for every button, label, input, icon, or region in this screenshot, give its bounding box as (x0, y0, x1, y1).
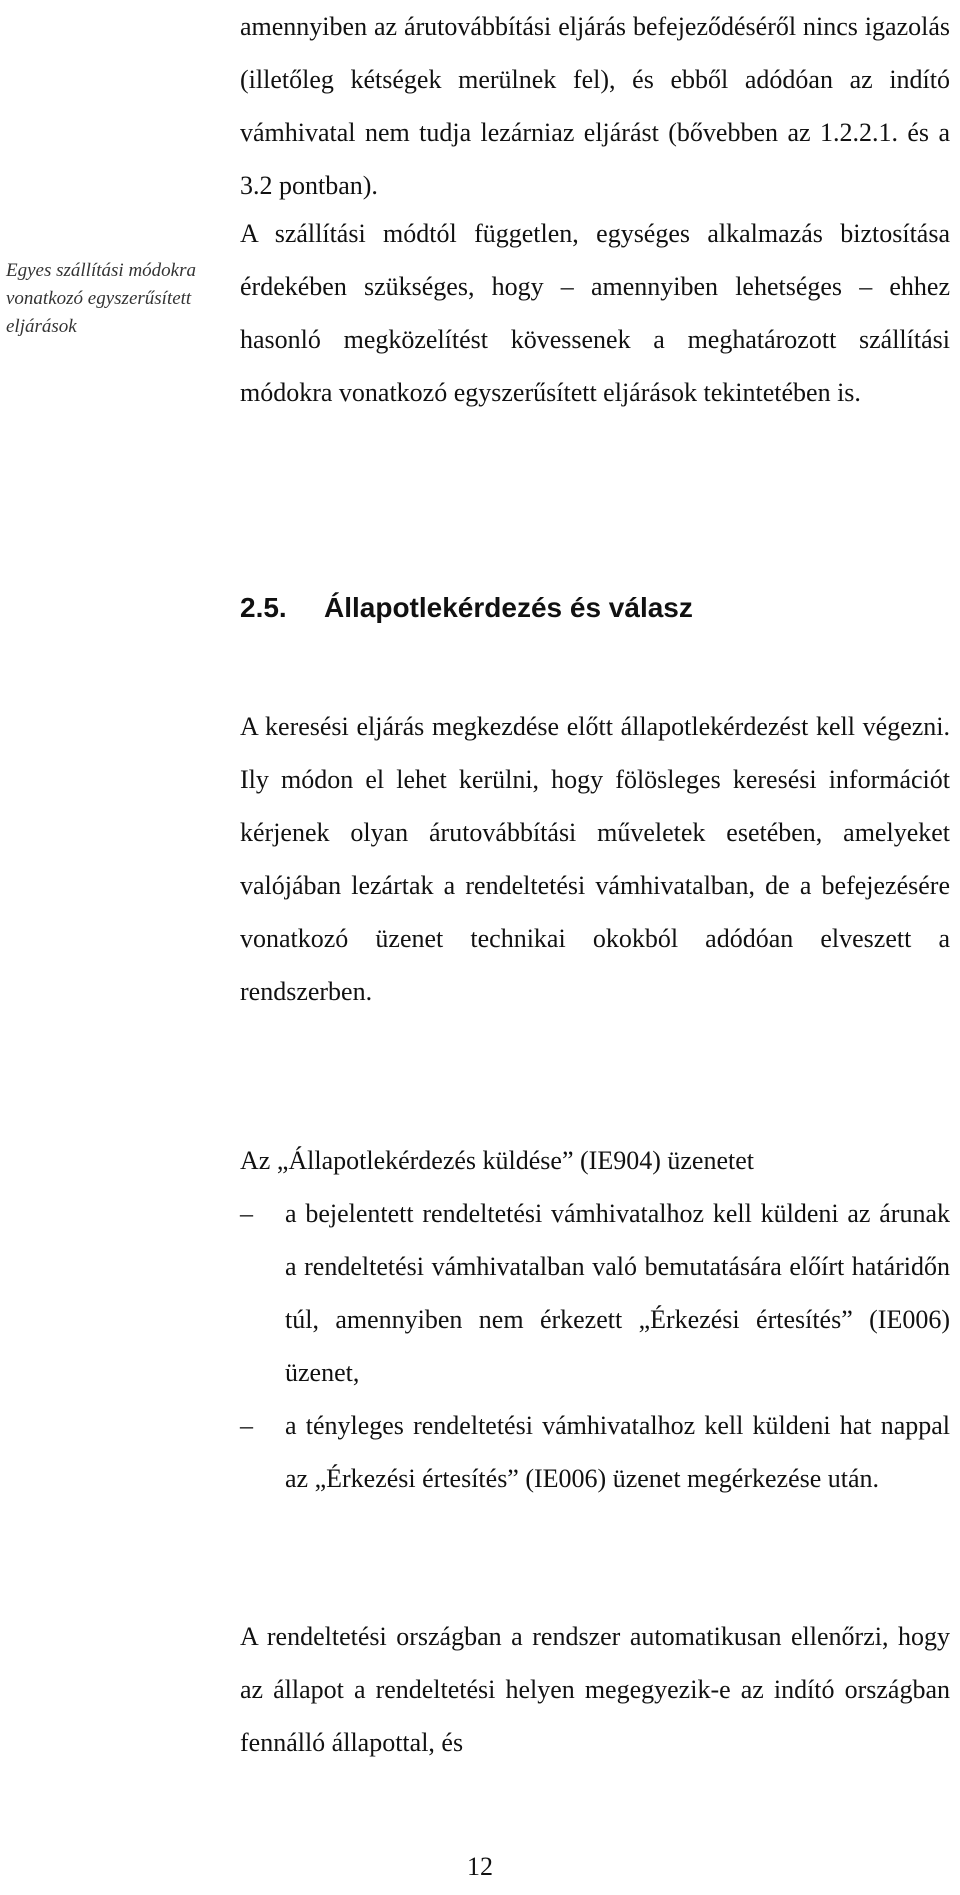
list-item-text: a bejelentett rendeltetési vámhivatalhoz kell küldeni az árunak a rendeltetési vámhivatalban való bemutatására előírt határidőn túl, amennyiben nem érkezett „Érkezési értesítés” (IE006) üzenet, (285, 1199, 950, 1387)
section-number: 2.5. (240, 592, 287, 623)
final-paragraph: A rendeltetési országban a rendszer automatikusan ellenőrzi, hogy az állapot a rendeltetési helyen megegyezik-e az indító országban fennálló állapottal, és (240, 1622, 950, 1757)
dash-marker: – (240, 1199, 253, 1228)
dash-marker: – (240, 1411, 253, 1440)
section-heading (240, 588, 693, 628)
intro-continuation-paragraph: amennyiben az árutovábbítási eljárás befejeződéséről nincs igazolás (illetőleg kétségek merülnek fel), és ebből adódóan az indító vámhivatal nem tudja lezárniaz eljárást (bővebben az 1.2.2.1. és a 3.2 pontban). (240, 12, 950, 200)
list-item (240, 1187, 950, 1399)
section-title: Állapotlekérdezés és válasz (324, 592, 693, 623)
page-number: 12 (467, 1852, 493, 1881)
message-intro-paragraph: Az „Állapotlekérdezés küldése” (IE904) üzenetet (240, 1146, 754, 1175)
list-item-text: a tényleges rendeltetési vámhivatalhoz kell küldeni hat nappal az „Érkezési értesítés” (IE006) üzenet megérkezése után. (285, 1411, 950, 1493)
side-note: Egyes szállítási módokra vonatkozó egyszerűsített eljárások (6, 260, 196, 337)
simplified-procedures-paragraph: A szállítási módtól független, egységes alkalmazás biztosítása érdekében szükséges, hogy – amennyiben lehetséges – ehhez hasonló megközelítést kövessenek a meghatározott szállítási módokra vonatkozó egyszerűsített eljárások tekintetében is. (240, 219, 950, 407)
status-query-paragraph: A keresési eljárás megkezdése előtt állapotlekérdezést kell végezni. Ily módon el lehet kerülni, hogy fölösleges keresési információt kérjenek olyan árutovábbítási műveletek esetében, amelyeket valójában lezártak a rendeltetési vámhivatalban, de a befejezésére vonatkozó üzenet technikai okokból adódóan elveszett a rendszerben. (240, 712, 950, 1006)
list-item (240, 1399, 950, 1505)
message-conditions-list (240, 1187, 950, 1505)
